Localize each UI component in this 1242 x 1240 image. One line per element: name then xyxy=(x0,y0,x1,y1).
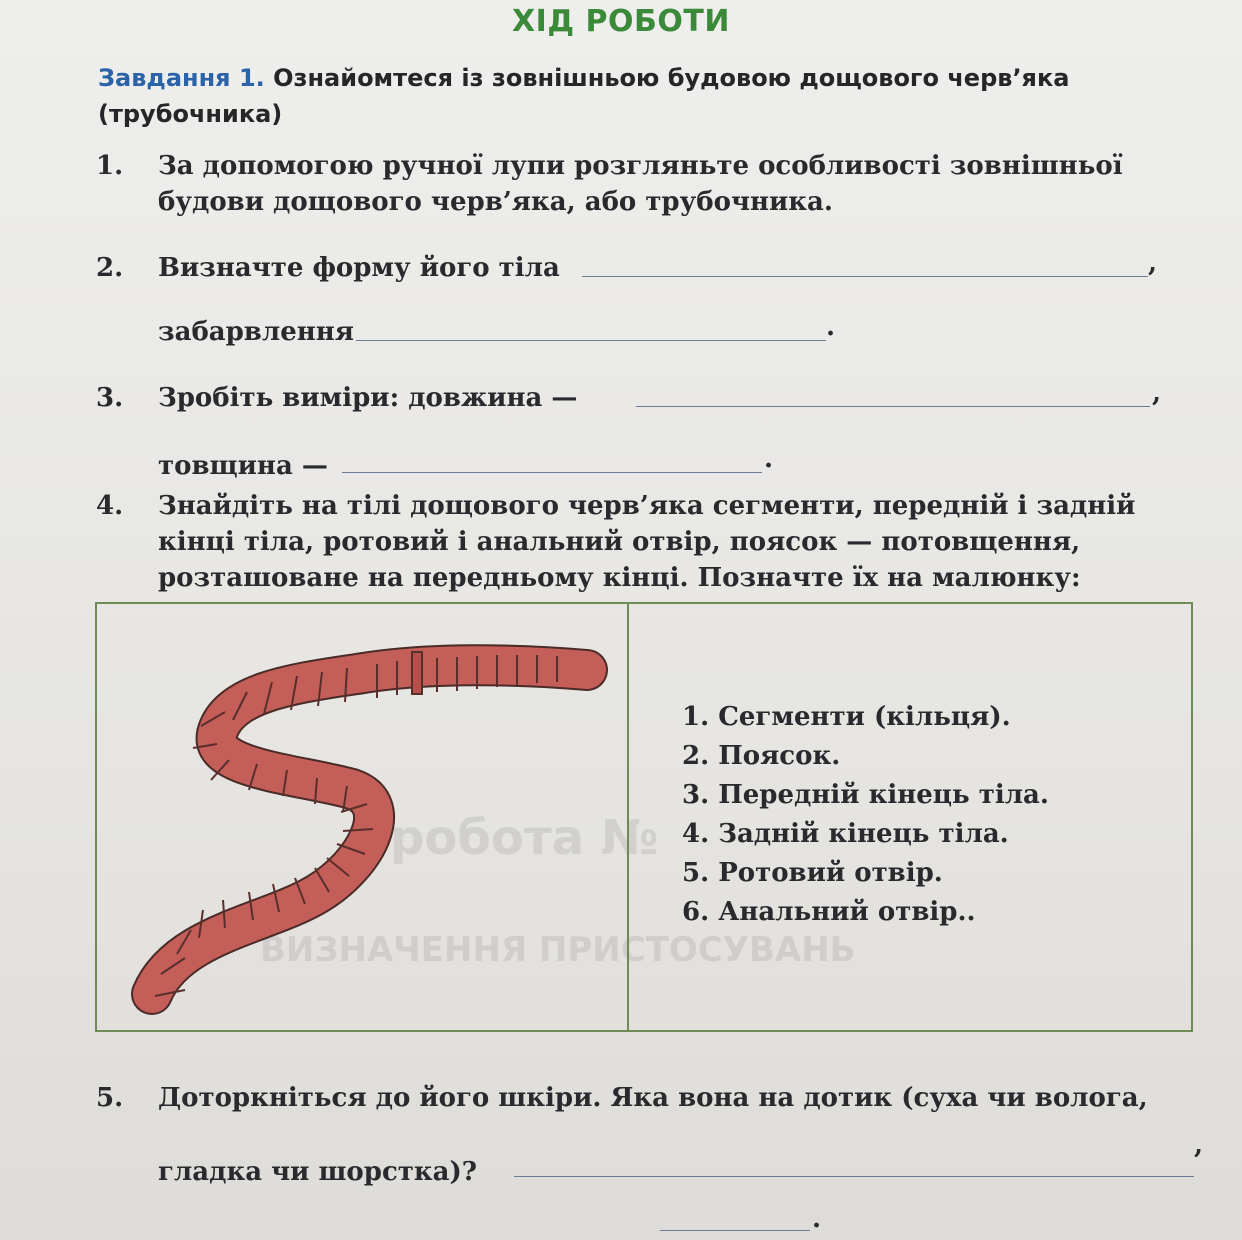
worm-drawing-cell xyxy=(97,604,627,1030)
period: . xyxy=(826,312,836,342)
legend-item: 1. Сегменти (кільця). xyxy=(682,702,1011,732)
item-text: Доторкніться до його шкіри. Яка вона на дотик (суха чи волога, xyxy=(158,1083,1148,1113)
comma: , xyxy=(1194,1130,1204,1160)
table-divider xyxy=(627,604,629,1030)
item-text: Визначте форму його тіла xyxy=(158,253,560,283)
legend-item: 6. Анальний отвір.. xyxy=(682,897,976,927)
section-heading: ХІД РОБОТИ xyxy=(512,4,730,39)
bleed-through-text: ВИЗНАЧЕННЯ ПРИСТОСУВАНЬ xyxy=(260,930,856,970)
comma: , xyxy=(1148,248,1158,278)
item-text: забарвлення xyxy=(158,317,355,347)
item-number: 4. xyxy=(96,491,124,521)
legend-item: 3. Передній кінець тіла. xyxy=(682,780,1049,810)
answer-line-coloration[interactable] xyxy=(356,340,826,341)
legend-item: 5. Ротовий отвір. xyxy=(682,858,943,888)
answer-line-body-shape[interactable] xyxy=(582,276,1148,277)
item-text: Зробіть виміри: довжина — xyxy=(158,383,578,413)
item-number: 5. xyxy=(96,1083,124,1113)
clitellum-mark xyxy=(412,652,422,694)
item-number: 1. xyxy=(96,151,124,181)
item-number: 3. xyxy=(96,383,124,413)
item-text: За допомогою ручної лупи розгляньте особливості зовнішньої будови дощового черв’яка, або трубочника. xyxy=(158,151,1123,217)
answer-line-thickness[interactable] xyxy=(342,472,762,473)
legend-item: 4. Задній кінець тіла. xyxy=(682,819,1009,849)
answer-line-skin[interactable] xyxy=(514,1176,1194,1177)
answer-line-skin-2[interactable] xyxy=(660,1230,810,1231)
worm-diagram-table xyxy=(95,602,1193,1032)
legend-item: 2. Поясок. xyxy=(682,741,841,771)
legend-list xyxy=(682,698,1182,932)
task-label: Завдання 1. xyxy=(98,64,265,92)
answer-line-length[interactable] xyxy=(636,406,1150,407)
task-title-text: Ознайомтеся із зовнішньою будовою дощового черв’яка (трубочника) xyxy=(98,64,1070,128)
period: . xyxy=(764,444,774,474)
task-title xyxy=(98,60,1168,132)
item-text: Знайдіть на тілі дощового черв’яка сегменти, передній і задній кінці тіла, ротовий і анальний отвір, поясок — потовщення, розташоване на передньому кінці. Позначте їх на малюнку: xyxy=(158,491,1136,593)
comma: , xyxy=(1152,378,1162,408)
earthworm-illustration xyxy=(97,604,627,1030)
item-text: товщина — xyxy=(158,451,328,481)
period: . xyxy=(812,1204,822,1234)
item-text: гладка чи шорстка)? xyxy=(158,1157,478,1187)
item-number: 2. xyxy=(96,253,124,283)
bleed-through-text: робота № xyxy=(390,810,659,866)
